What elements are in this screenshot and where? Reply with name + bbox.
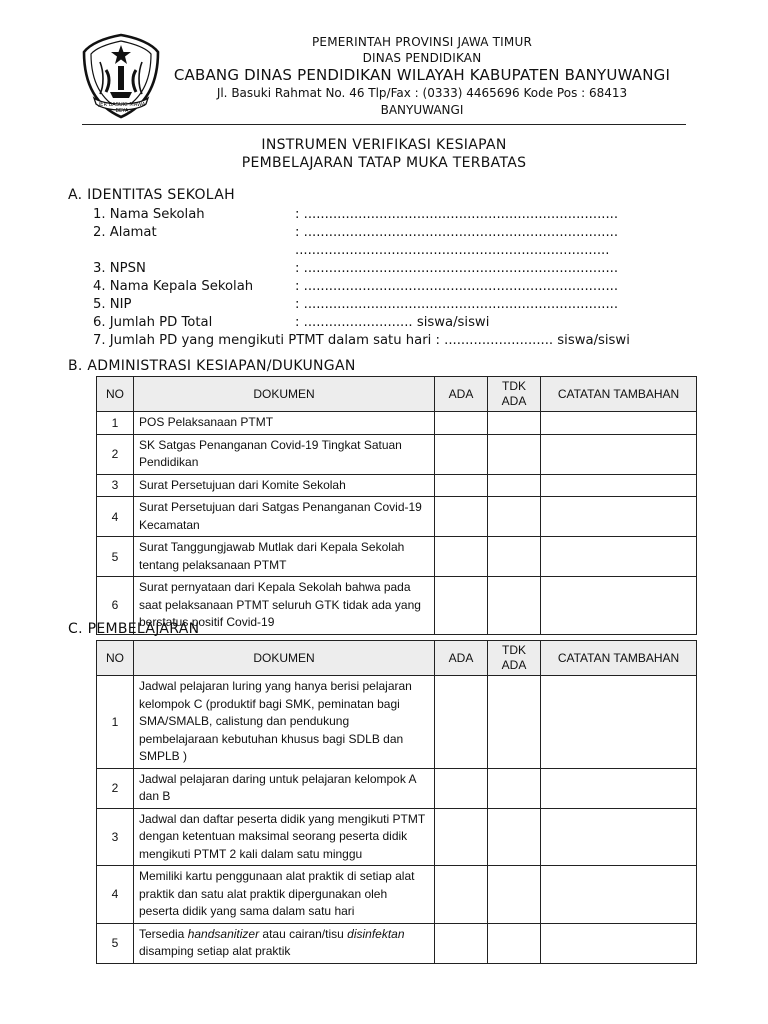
table-row — [97, 474, 697, 497]
field-value: : ........................................................................... — [295, 261, 619, 276]
cell-tdk-ada[interactable] — [488, 577, 541, 635]
cell-ada[interactable] — [435, 866, 488, 924]
row-document: Jadwal pelajaran luring yang hanya berisi pelajaran kelompok C (produktif bagi SMK, peminatan bagi SMA/SMALB, calistung dan pendukung pembelajaraan kebutuhan khusus bagi SDLB dan SMPLB ) — [134, 676, 435, 769]
cell-tdk-ada[interactable] — [488, 412, 541, 435]
table-row — [97, 676, 697, 769]
row-number: 5 — [97, 923, 134, 963]
row-number: 3 — [97, 808, 134, 866]
letterhead-branch: CABANG DINAS PENDIDIKAN WILAYAH KABUPATEN BANYUWANGI — [173, 66, 671, 84]
row-number: 2 — [97, 434, 134, 474]
cell-ada[interactable] — [435, 497, 488, 537]
cell-tdk-ada[interactable] — [488, 866, 541, 924]
field-pd-ptmt: 7. Jumlah PD yang mengikuti PTMT dalam satu hari : .......................... siswa/siswi — [93, 333, 630, 348]
logo-motto: JER BASUKI MAWA BEYA — [98, 102, 146, 114]
field-label: 3. NPSN — [93, 261, 146, 276]
row-document: Surat Persetujuan dari Komite Sekolah — [134, 474, 435, 497]
row-number: 5 — [97, 537, 134, 577]
row-number: 6 — [97, 577, 134, 635]
administration-table — [96, 376, 697, 635]
field-value: : ........................................................................... — [295, 297, 619, 312]
cell-ada[interactable] — [435, 577, 488, 635]
cell-catatan[interactable] — [541, 474, 697, 497]
field-value: : ........................................................................... — [295, 207, 619, 222]
section-a-heading: A. IDENTITAS SEKOLAH — [68, 187, 235, 203]
table-row — [97, 434, 697, 474]
letterhead-city: BANYUWANGI — [380, 103, 464, 117]
row-number: 4 — [97, 497, 134, 537]
row-document: Memiliki kartu penggunaan alat praktik di setiap alat praktik dan satu alat praktik dipergunakan oleh peserta didik yang sama dalam satu hari — [134, 866, 435, 924]
row-document: Surat Persetujuan dari Satgas Penanganan Covid-19 Kecamatan — [134, 497, 435, 537]
field-label: 6. Jumlah PD Total — [93, 315, 213, 330]
field-label: 5. NIP — [93, 297, 132, 312]
table-row — [97, 537, 697, 577]
header-catatan: CATATAN TAMBAHAN — [541, 641, 697, 676]
table-row — [97, 808, 697, 866]
header-no: NO — [97, 377, 134, 412]
field-label: 4. Nama Kepala Sekolah — [93, 279, 254, 294]
row-document: Jadwal pelajaran daring untuk pelajaran kelompok A dan B — [134, 768, 435, 808]
table-row — [97, 866, 697, 924]
row-document: POS Pelaksanaan PTMT — [134, 412, 435, 435]
cell-tdk-ada[interactable] — [488, 497, 541, 537]
header-catatan: CATATAN TAMBAHAN — [541, 377, 697, 412]
learning-table — [96, 640, 697, 964]
cell-tdk-ada[interactable] — [488, 768, 541, 808]
text-part: Tersedia — [139, 926, 188, 941]
table-row — [97, 923, 697, 963]
row-number: 4 — [97, 866, 134, 924]
cell-tdk-ada[interactable] — [488, 923, 541, 963]
table-row — [97, 768, 697, 808]
cell-ada[interactable] — [435, 434, 488, 474]
table-row — [97, 497, 697, 537]
cell-ada[interactable] — [435, 412, 488, 435]
cell-catatan[interactable] — [541, 676, 697, 769]
row-document: SK Satgas Penanganan Covid-19 Tingkat Satuan Pendidikan — [134, 434, 435, 474]
section-c-heading: C. PEMBELAJARAN — [68, 621, 200, 637]
field-value: : ........................................................................... — [295, 225, 619, 240]
row-number: 1 — [97, 676, 134, 769]
cell-catatan[interactable] — [541, 537, 697, 577]
text-part: atau cairan/tisu — [259, 926, 348, 941]
cell-catatan[interactable] — [541, 768, 697, 808]
document-title-line2: PEMBELAJARAN TATAP MUKA TERBATAS — [241, 155, 527, 171]
section-b-heading: B. ADMINISTRASI KESIAPAN/DUKUNGAN — [68, 358, 356, 374]
header-dokumen: DOKUMEN — [134, 641, 435, 676]
letterhead-government: PEMERINTAH PROVINSI JAWA TIMUR — [311, 35, 532, 49]
row-number: 1 — [97, 412, 134, 435]
field-value: : ........................................................................... — [295, 279, 619, 294]
row-document: Jadwal dan daftar peserta didik yang mengikuti PTMT dengan ketentuan maksimal seorang peserta didik mengikuti PTMT 2 kali dalam satu minggu — [134, 808, 435, 866]
cell-tdk-ada[interactable] — [488, 808, 541, 866]
table-header-row — [97, 377, 697, 412]
letterhead-address: Jl. Basuki Rahmat No. 46 Tlp/Fax : (0333) 4465696 Kode Pos : 68413 — [216, 86, 628, 100]
italic-term: handsanitizer — [187, 926, 260, 941]
cell-ada[interactable] — [435, 808, 488, 866]
field-value: : .......................... siswa/siswi — [295, 315, 490, 330]
row-document: Surat pernyataan dari Kepala Sekolah bahwa pada saat pelaksanaan PTMT seluruh GTK tidak ada yang berstatus positif Covid-19 — [134, 577, 435, 635]
document-title-line1: INSTRUMEN VERIFIKASI KESIAPAN — [261, 137, 507, 153]
header-no: NO — [97, 641, 134, 676]
field-value: ........................................................................... — [295, 243, 610, 258]
cell-catatan[interactable] — [541, 577, 697, 635]
cell-catatan[interactable] — [541, 866, 697, 924]
field-label: 1. Nama Sekolah — [93, 207, 205, 222]
row-number: 3 — [97, 474, 134, 497]
row-number: 2 — [97, 768, 134, 808]
letterhead-agency: DINAS PENDIDIKAN — [362, 51, 482, 65]
cell-catatan[interactable] — [541, 923, 697, 963]
cell-ada[interactable] — [435, 676, 488, 769]
header-tdk-ada: TDK ADA — [488, 377, 541, 412]
header-dokumen: DOKUMEN — [134, 377, 435, 412]
header-ada: ADA — [435, 641, 488, 676]
cell-ada[interactable] — [435, 768, 488, 808]
italic-term: disinfektan — [347, 926, 405, 941]
cell-ada[interactable] — [435, 537, 488, 577]
cell-tdk-ada[interactable] — [488, 676, 541, 769]
cell-catatan[interactable] — [541, 412, 697, 435]
letterhead-divider — [82, 124, 686, 125]
table-header-row — [97, 641, 697, 676]
cell-tdk-ada[interactable] — [488, 434, 541, 474]
row-document — [134, 923, 435, 963]
cell-catatan[interactable] — [541, 497, 697, 537]
cell-tdk-ada[interactable] — [488, 537, 541, 577]
cell-catatan[interactable] — [541, 808, 697, 866]
cell-catatan[interactable] — [541, 434, 697, 474]
cell-tdk-ada[interactable] — [488, 474, 541, 497]
text-part: disamping setiap alat praktik — [139, 944, 291, 958]
header-ada: ADA — [435, 377, 488, 412]
row-document: Surat Tanggungjawab Mutlak dari Kepala Sekolah tentang pelaksanaan PTMT — [134, 537, 435, 577]
cell-ada[interactable] — [435, 923, 488, 963]
header-tdk-ada: TDK ADA — [488, 641, 541, 676]
cell-ada[interactable] — [435, 474, 488, 497]
table-row — [97, 412, 697, 435]
field-label: 2. Alamat — [93, 225, 157, 240]
